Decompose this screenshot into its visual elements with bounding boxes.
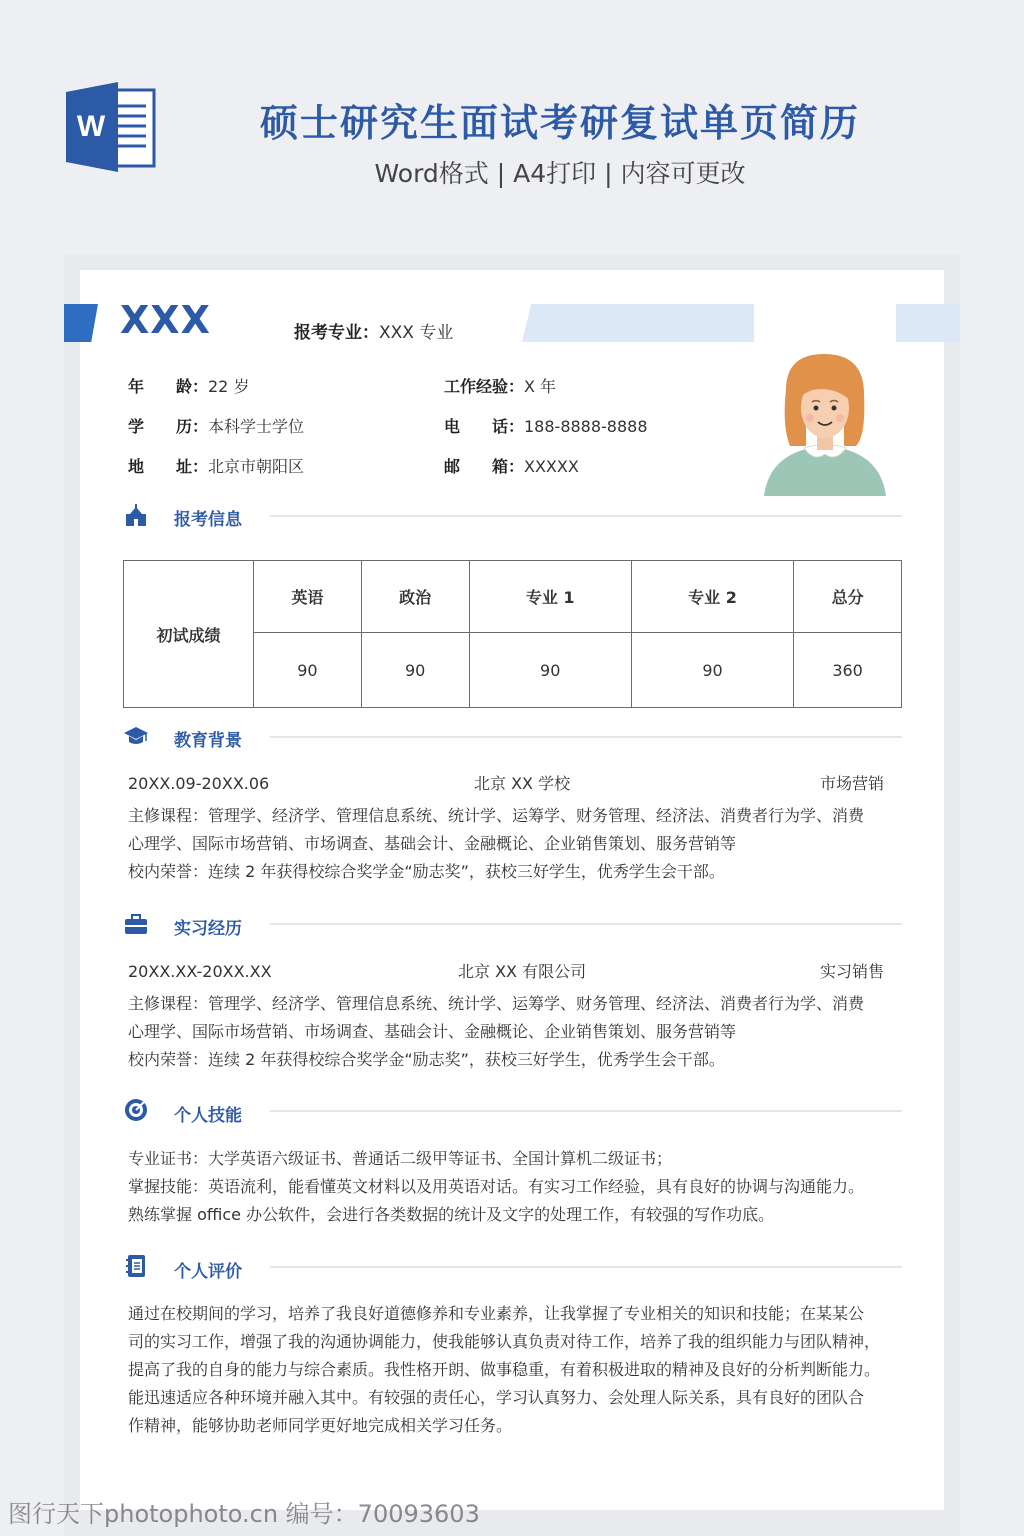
info-experience-value: X 年 [524, 377, 557, 396]
info-phone [444, 414, 648, 437]
score-value-politics: 90 [361, 633, 469, 708]
info-address-label: 地 址： [128, 457, 209, 476]
info-experience [444, 374, 556, 397]
score-header-major2: 专业 2 [631, 561, 793, 633]
evaluation-line5: 作精神，能够协助老师同学更好地完成相关学习任务。 [128, 1416, 513, 1435]
internship-company: 北京 XX 有限公司 [458, 962, 587, 981]
info-email [444, 454, 579, 477]
evaluation-line3: 提高了我的自身的能力与综合素质。我性格开朗、做事稳重，有着积极进取的精神及良好的分析判断能力。 [128, 1360, 881, 1379]
info-email-label: 邮 箱： [444, 457, 525, 476]
info-age-value: 22 岁 [208, 377, 250, 396]
info-age [128, 374, 249, 397]
section-divider [270, 923, 902, 925]
score-row-label: 初试成绩 [124, 561, 254, 708]
info-age-label: 年 龄： [128, 377, 209, 396]
education-courses-line1: 主修课程：管理学、经济学、管理信息系统、统计学、运筹学、财务管理、经济法、消费者行为学、消费 [128, 806, 865, 825]
evaluation-line4: 能迅速适应各种环境并融入其中。有较强的责任心，学习认真努力、会处理人际关系，具有良好的团队合 [128, 1388, 865, 1407]
internship-courses-line2: 心理学、国际市场营销、市场调查、基础会计、金融概论、企业销售策划、服务营销等 [128, 1022, 737, 1041]
info-address-value: 北京市朝阳区 [208, 457, 305, 476]
word-logo-letter: W [76, 110, 106, 143]
internship-role: 实习销售 [820, 962, 885, 981]
section-title-apply-info: 报考信息 [174, 510, 242, 530]
info-education-value: 本科学士学位 [208, 417, 305, 436]
apply-major-label: 报考专业： [294, 323, 379, 343]
score-header-major1: 专业 1 [469, 561, 631, 633]
score-header-english: 英语 [254, 561, 362, 633]
apply-major [294, 318, 453, 343]
skills-line2: 掌握技能：英语流利，能看懂英文材料以及用英语对话。有实习工作经验，具有良好的协调与沟通能力。 [128, 1177, 865, 1196]
word-document-icon [66, 82, 156, 172]
page-title: 硕士研究生面试考研复试单页简历 [259, 101, 860, 145]
skills-line3: 熟练掌握 office 办公软件，会进行各类数据的统计及文字的处理工作，有较强的写作功底。 [128, 1205, 775, 1224]
evaluation-line2: 司的实习工作，增强了我的沟通协调能力，使我能够认真负责对待工作，培养了我的组织能力与团队精神， [128, 1332, 881, 1351]
watermark: 图行天下photophoto.cn 编号：70093603 [8, 1500, 480, 1528]
score-value-english: 90 [254, 633, 362, 708]
section-divider [270, 515, 902, 517]
info-address [128, 454, 304, 477]
score-value-major2: 90 [631, 633, 793, 708]
notebook-icon [124, 1254, 148, 1278]
section-title-evaluation: 个人评价 [174, 1262, 242, 1282]
info-education-label: 学 历： [128, 417, 209, 436]
section-title-skills: 个人技能 [174, 1106, 242, 1126]
education-period: 20XX.09-20XX.06 [128, 774, 270, 793]
section-divider [270, 1110, 902, 1112]
section-title-internship: 实习经历 [174, 919, 242, 939]
evaluation-line1: 通过在校期间的学习，培养了我良好道德修养和专业素养，让我掌握了专业相关的知识和技能；在某某公 [128, 1304, 865, 1323]
briefcase-icon [124, 912, 148, 936]
section-divider [270, 1266, 902, 1268]
info-email-value: XXXXX [524, 457, 579, 476]
internship-period: 20XX.XX-20XX.XX [128, 962, 272, 981]
info-phone-value: 188-8888-8888 [524, 417, 648, 436]
info-phone-label: 电 话： [444, 417, 525, 436]
section-divider [270, 736, 902, 738]
education-school: 北京 XX 学校 [474, 774, 571, 793]
page-subtitle: Word格式 | A4打印 | 内容可更改 [374, 159, 746, 188]
apply-major-value: XXX 专业 [379, 323, 454, 343]
info-education [128, 414, 304, 437]
target-icon [124, 1098, 148, 1122]
score-header-total: 总分 [794, 561, 902, 633]
score-value-total: 360 [794, 633, 902, 708]
internship-courses-line1: 主修课程：管理学、经济学、管理信息系统、统计学、运筹学、财务管理、经济法、消费者行为学、消费 [128, 994, 865, 1013]
score-value-major1: 90 [469, 633, 631, 708]
section-title-education: 教育背景 [174, 731, 242, 751]
score-table [123, 560, 902, 708]
education-major: 市场营销 [820, 774, 885, 793]
education-courses-line2: 心理学、国际市场营销、市场调查、基础会计、金融概论、企业销售策划、服务营销等 [128, 834, 737, 853]
name-bar-light-right [896, 304, 960, 342]
school-building-icon [124, 504, 148, 528]
avatar [760, 350, 890, 498]
graduation-cap-icon [124, 724, 148, 748]
info-experience-label: 工作经验： [444, 377, 525, 396]
candidate-name: XXX [120, 298, 211, 342]
internship-honors: 校内荣誉：连续 2 年获得校综合奖学金“励志奖”，获校三好学生，优秀学生会干部。 [128, 1050, 725, 1069]
score-header-politics: 政治 [361, 561, 469, 633]
education-honors: 校内荣誉：连续 2 年获得校综合奖学金“励志奖”，获校三好学生，优秀学生会干部。 [128, 862, 725, 881]
skills-line1: 专业证书：大学英语六级证书、普通话二级甲等证书、全国计算机二级证书； [128, 1149, 673, 1168]
name-bar-light [522, 304, 754, 342]
